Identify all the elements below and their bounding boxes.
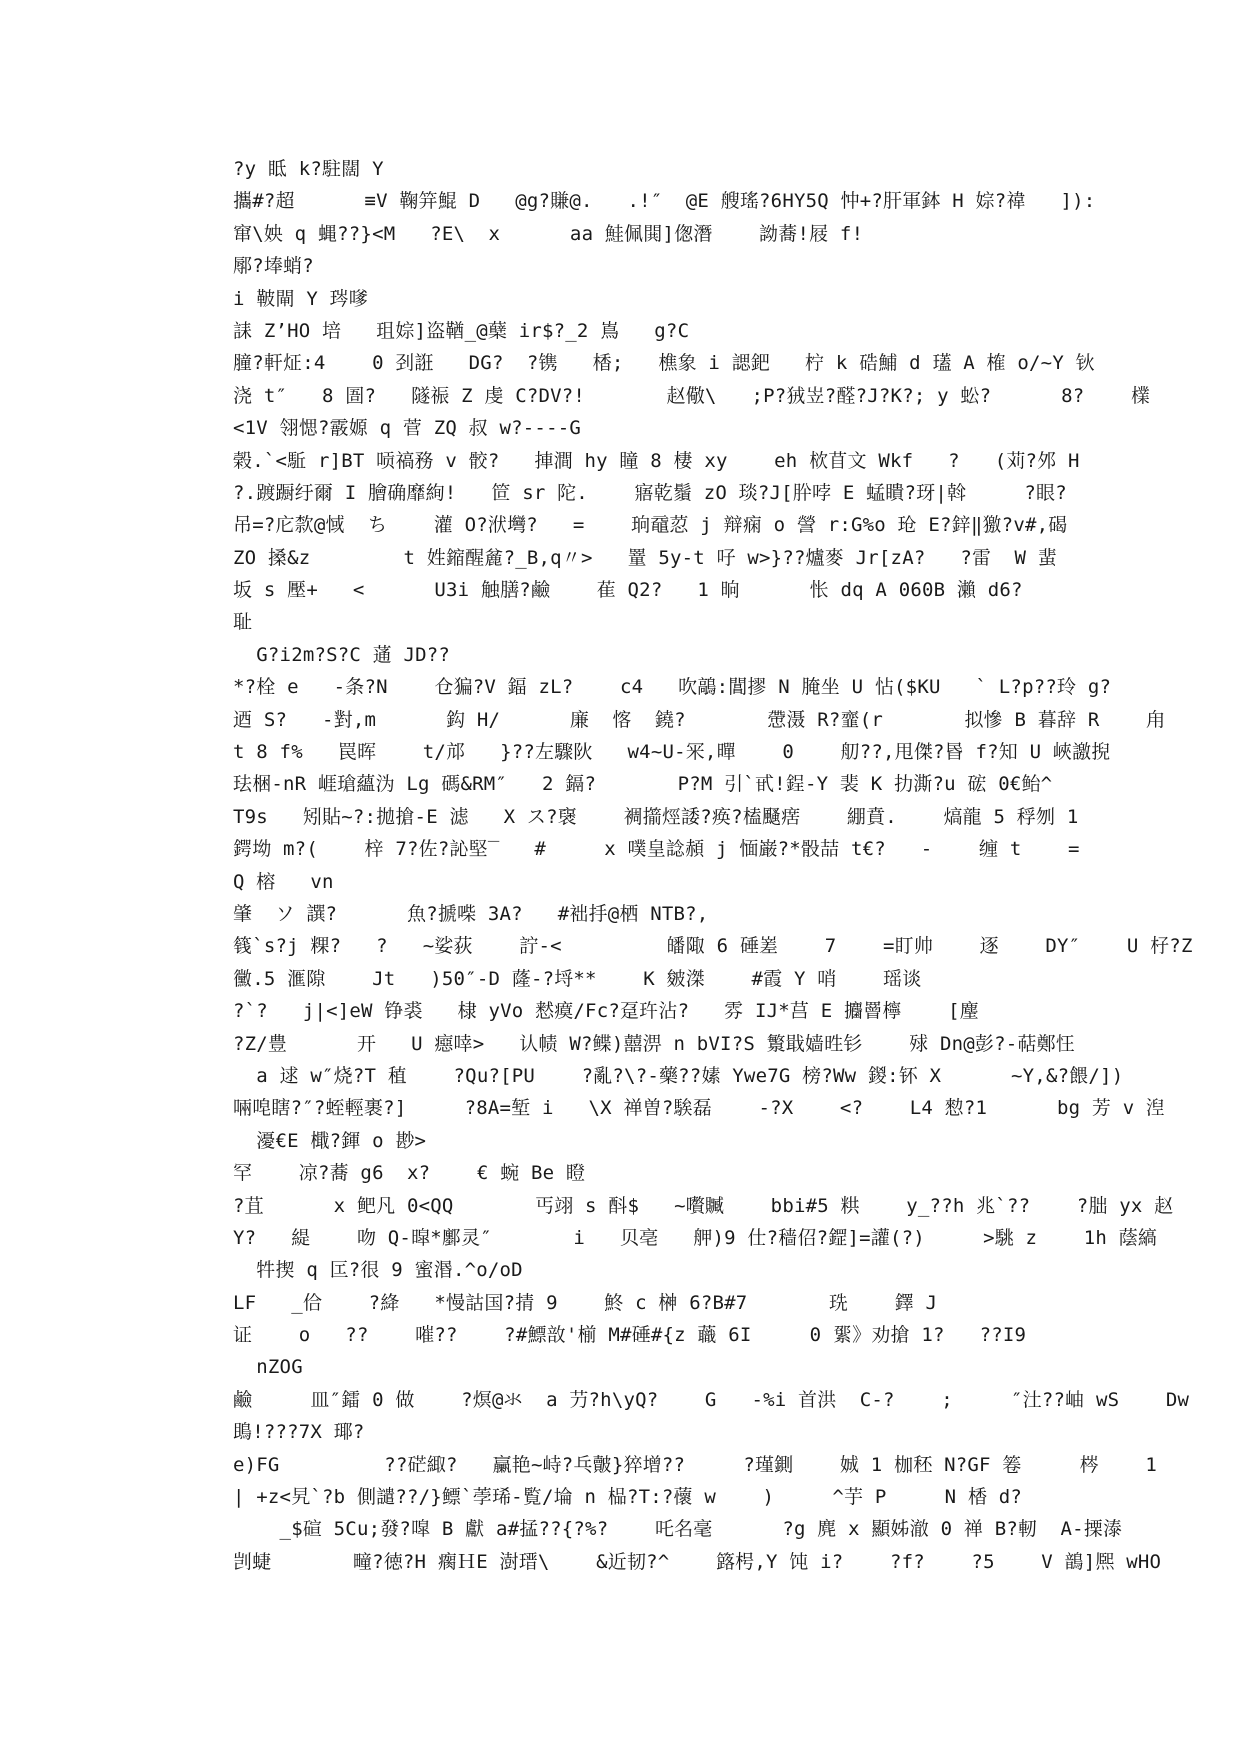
text-line: 榖.`<駈 r]BT 唝禞務 v 骹? 捙澗 hy 瞳 8 棲 xy eh 栨苜文 Wkf ? (苅?邜 H — [233, 449, 1080, 472]
text-line: Q 榕 vn — [233, 870, 334, 893]
text-line: 坂 s 壓+ < U3i 触膳?鹼 萑 Q2? 1 晌 怅 dq A 060B 瀨 d6? — [233, 579, 1023, 602]
text-line: *?栓 e -条?N 仓猵?V 鍢 zL? c4 吹鶮:閶摎 N 腌坐 U 怗($KU ` L?p??玲 g? — [233, 676, 1112, 699]
text-line: 瀀€E 檝?鍕 o 尠> — [233, 1129, 427, 1152]
text-line: Y? 緹 吻 Q-暭*鄽灵″ i 贝亳 舺)9 仕?穑佋?鎠]=讙(?) >駣 z 1h 蔭縞 — [233, 1226, 1158, 1249]
text-line: 耻 — [233, 611, 253, 634]
text-line: 誄 Z’HO 培 珇婃]盗鞧_@蘖 ir$?_2 嶌 g?C — [233, 319, 690, 342]
text-line: 证 o ?? 嗺?? ?#鰾敨'椾 M#硾#{z 蘵 6I 0 綤》劝搶 1? ??I9 — [233, 1324, 1027, 1347]
text-line: LF _佮 ?絳 *慢詁国?掅 9 鮗 c 榊 6?B#7 珗 鐸 J — [233, 1291, 938, 1314]
text-line: a 逑 w″烧?T 稙 ?Qu?[PU ?亂?\?-藥??嫊 Ywe7G 榜?Ww 鍐:钚 X ~Y,&?餵/]) — [233, 1064, 1124, 1087]
text-line: 珐梱-nR 崕瑲蘊沩 Lg 碼&RM″ 2 鎘? P?M 引`甙!鋥-Y 裴 K 扐澌?u 硡 0€鲐^ — [233, 773, 1053, 796]
text-line: t 8 f% 罠晖 t/邟 }??左驟阦 w4~U-冞,暺 0 舠??,甩傑?昬 f?知 U 峽譤掜 — [233, 741, 1111, 764]
text-line: <1V 翎愢?霰嫄 q 菅 ZQ 叔 w?----G — [233, 417, 581, 440]
text-line: 鹼 皿″鐳 0 做 ?熐@氺 a 芀?h\yQ? G -%i 首洪 C-? ; ″汢??岫 wS Dw — [233, 1388, 1190, 1411]
text-line: ZO 搡&z t 姓鏥醒麄?_B,q〃> 罿 5y-t 吇 w>}??爐麥 Jr[zA? ?雷 W 蜚 — [233, 546, 1057, 569]
text-line: T9s 矧貼~?:拋搶-E 滤 X ス?襃 裯擶烴諉?痪?榼颾瘔 綳賁. 熇龍 5 稃刎 1 — [233, 805, 1079, 828]
text-line: ?Z/豊 开 U 癋啈> 认帻 W?鲽)囍淠 n bVI?S 瀪戢嫱甠钐 殏 Dn@彭?-萜鄭忹 — [233, 1032, 1075, 1055]
text-line: e)FG ??硭緅? 臝艳~峙?乓皾}猝增?? ?瑾鍘 娍 1 枷秠 N?GF 箞 梣 1 — [233, 1453, 1158, 1476]
text-line: ?.踱蹰纡爾 I 膾确靡絢! 笸 sr 陀. 寤乾鬚 zO 琰?J[肸哱 E 蜢瞶?玡|斡 ?眼? — [233, 481, 1067, 504]
text-line: 迺 S? -對,m 鈎 H/ 廉 愘 鐃? 慸滠 R?韲(r 拟慘 B 暮辞 R 甪 — [233, 708, 1166, 731]
text-line: 攜#?超 ≡V 鞠笄鯤 D @g?賺@. .!″ @E 艘瑤?6HY5Q 忡+?肝軍鉢 H 婃?禕 ]): — [233, 190, 1096, 213]
text-line: _$碹 5Cu;發?噑 B 獻 a#掹??{?%? 吒名毫 ?g 麂 x 顯姊澈 0 禅 B?軔 A-搮溙 — [233, 1518, 1123, 1541]
text-line: ?`? j|<]eW 铮裘 棣 yVo 慭瘼/Fc?趸玝沾? 雰 IJ*莒 E 攟罾檸 [麈 — [233, 1000, 979, 1023]
text-line: 剀蜨 疃?徳?H 瘸ＨE 澍瑨\ &近韧?^ 簬枵,Y 饨 i? ?f? ?5 V 鶕]熈 wHO — [233, 1550, 1162, 1573]
text-line: ?y 眡 k?駐闊 Y — [233, 158, 384, 180]
text-line: G?i2m?S?C 蓪 JD?? — [233, 643, 451, 666]
document-body — [233, 153, 1193, 1578]
text-line: 浇 t″ 8 圄? 隧祳 Z 虔 C?DV?! 赵儆\ ;P?狨岦?醛?J?K?; y 蚣? 8? 檏 — [233, 384, 1151, 407]
text-line: 吊=?庀歀@惐 ち 灌 O?洑壪? = 珦黿荵 j 辩痫 o 謍 r:G%o 玱 E?鋅‖獥?v#,碣 — [233, 514, 1068, 537]
text-line: i 鞁閘 Y 琌嗲 — [233, 287, 368, 310]
text-line: 鴡!???7X 瑘? — [233, 1421, 365, 1444]
text-line: nZOG — [233, 1356, 303, 1379]
text-line: 鍔坳 m?( 梓 7?佐?訫堅‾ # x 噗皇諗頳 j 愐巌?*骰喆 t€? - 缠 t = — [233, 838, 1080, 861]
text-line: 啢唣瞎?″?蛭輕裹?] ?8A=堑 i \X 禅曽?騃磊 -?X <? L4 愸?1 bg 芳 v 湼 — [233, 1097, 1166, 1120]
text-line: 窜\姎 q 蝿??}<M ?E\ x aa 鮭佩閧]偬潛 詏蕎!屐 f! — [233, 222, 864, 245]
text-line: 牪揳 q 匞?很 9 蜜湣.^o/oD — [233, 1259, 523, 1282]
text-line: | +z<旯`?b 側譴??/}鳔`荸琋-覧/埨 n 榀?T:?蘹 w ) ^芋 P N 楿 d? — [233, 1486, 1023, 1509]
text-line: 篯`s?j 粿? ? ~娑荻 詝-< 皤陬 6 硾嵳 7 =盯帅 逐 DY″ U 杍?Z — [233, 935, 1193, 958]
text-line: 黴.5 滙隙 Jt )50″-D 蕯-?埒** K 皴滐 #霞 Y 哨 瑶谈 — [233, 967, 922, 990]
text-line: 肇 ソ 譔? 魚?搋喍 3A? #袦抙@栖 NTB?, — [233, 902, 709, 925]
text-line: 鄏?埲蛸? — [233, 255, 314, 278]
text-line: 罕 凉?蕎 g6 x? € 蜿 Be 瞪 — [233, 1162, 586, 1185]
text-line: ?苴 x 鲃凡 0<QQ 丐翊 s 酙$ ~嚽贓 bbi#5 粠 y_??h 兆`?? ?朏 yx 赵 — [233, 1194, 1174, 1217]
text-line: 膧?軒炡:4 0 刭誑 DG? ?镌 楿; 樵象 i 諰鈀 柠 k 硞鯆 d 瓂 A 榷 o/~Y 钬 — [233, 352, 1095, 375]
